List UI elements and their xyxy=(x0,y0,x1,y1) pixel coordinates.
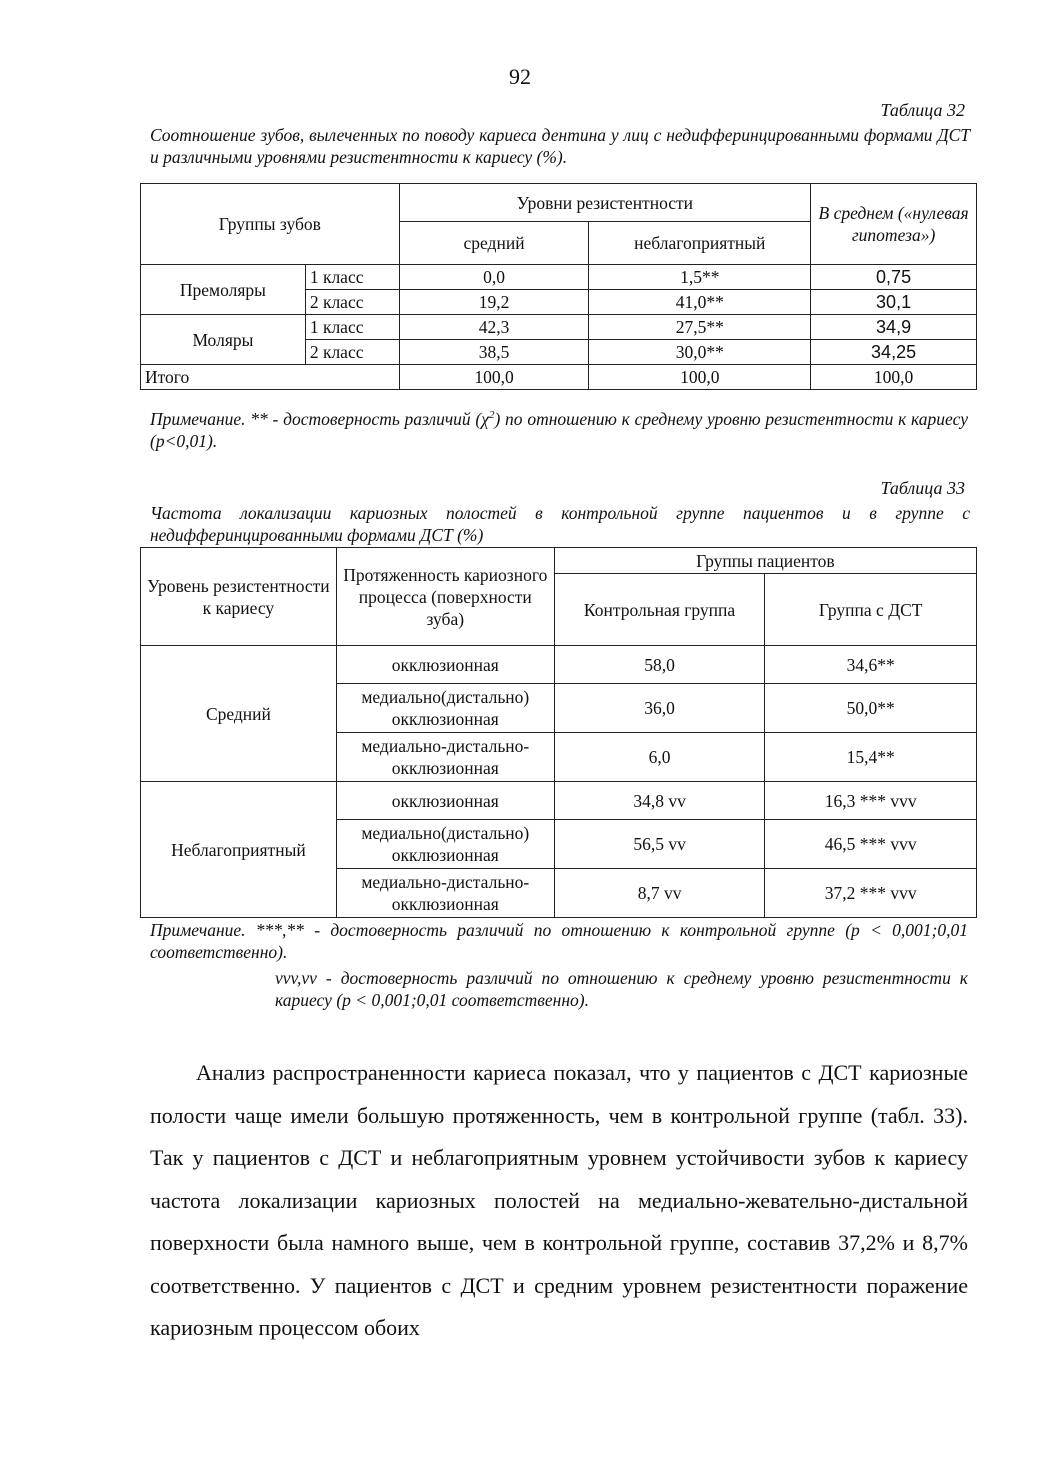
t33-extent: окклюзионная xyxy=(336,782,554,820)
t32-head-average: В среднем («нулевая гипотеза») xyxy=(811,184,977,265)
table33-note1: Примечание. ***,** - достоверность различий по отношению к контрольной группе (p < 0,001;0,01 соответственно). xyxy=(150,920,968,962)
t32-cell: 41,0** xyxy=(589,290,811,315)
t32-head-groups: Группы зубов xyxy=(141,184,400,265)
t33-cell: 15,4** xyxy=(765,733,977,782)
t32-cls: 1 класс xyxy=(305,315,399,340)
t33-cell: 50,0** xyxy=(765,684,977,733)
t32-head-levels: Уровни резистентности xyxy=(399,184,810,222)
body-paragraph: Анализ распространенности кариеса показал, что у пациентов с ДСТ кариозные полости чаще имели большую протяженность, чем в контрольной группе (табл. 33). Так у пациентов с ДСТ и неблагоприятным уровнем устойчивости зубов к кариесу частота локализации кариозных полостей на медиально-жевательно-дистальной поверхности была намного выше, чем в контрольной группе, составив 37,2% и 8,7% соответственно. У пациентов с ДСТ и средним уровнем резистентности поражение кариозным процессом обоих xyxy=(150,1060,968,1340)
table33-label: Таблица 33 xyxy=(880,478,965,498)
t33-level-unfavorable: Неблагоприятный xyxy=(141,782,337,918)
t32-note-sup: 2 xyxy=(488,409,495,421)
t32-cell: 38,5 xyxy=(399,340,589,365)
t33-cell: 6,0 xyxy=(554,733,765,782)
t32-group-premolars: Премоляры xyxy=(141,265,306,315)
t32-cell: 1,5** xyxy=(589,265,811,290)
t33-cell: 34,6** xyxy=(765,646,977,684)
t33-cell: 56,5 vv xyxy=(554,820,765,869)
table33-note2: vvv,vv - достоверность различий по отношению к среднему уровню резистентности к кариесу (p < 0,001;0,01 соответственно). xyxy=(275,968,968,1010)
t32-cls: 2 класс xyxy=(305,340,399,365)
t32-group-molars: Моляры xyxy=(141,315,306,365)
t32-note-suffix: ) по отношению к среднему уровню резистентности к кариесу (p<0,01). xyxy=(150,408,969,451)
t33-extent: медиально-дистально-окклюзионная xyxy=(336,869,554,918)
t33-head-groups: Группы пациентов xyxy=(554,548,976,574)
t33-head-dst: Группа с ДСТ xyxy=(765,574,977,646)
t32-cell: 0,0 xyxy=(399,265,589,290)
t33-cell: 46,5 *** vvv xyxy=(765,820,977,869)
table33-caption: Частота локализации кариозных полостей в контрольной группе пациентов и в группе с недифферинцированными формами ДСТ (%) xyxy=(150,503,970,545)
t33-cell: 58,0 xyxy=(554,646,765,684)
t33-extent: окклюзионная xyxy=(336,646,554,684)
t33-head-control: Контрольная группа xyxy=(554,574,765,646)
t33-cell: 16,3 *** vvv xyxy=(765,782,977,820)
table32-note xyxy=(150,404,968,452)
t33-extent: медиально-дистально-окклюзионная xyxy=(336,733,554,782)
t32-total-label: Итого xyxy=(141,365,400,390)
t32-cell: 34,9 xyxy=(811,315,977,340)
table32-label: Таблица 32 xyxy=(880,100,965,120)
t32-cell: 27,5** xyxy=(589,315,811,340)
t33-cell: 8,7 vv xyxy=(554,869,765,918)
t32-cell: 42,3 xyxy=(399,315,589,340)
t33-head-extent: Протяженность кариозного процесса (поверхности зуба) xyxy=(336,548,554,646)
page-number: 92 xyxy=(509,64,531,89)
t32-cell: 100,0 xyxy=(811,365,977,390)
t33-level-medium: Средний xyxy=(141,646,337,782)
t32-cell: 34,25 xyxy=(811,340,977,365)
t32-cell: 100,0 xyxy=(589,365,811,390)
t33-extent: медиально(дистально) окклюзионная xyxy=(336,820,554,869)
t32-head-mid: средний xyxy=(399,222,589,265)
t32-cell: 19,2 xyxy=(399,290,589,315)
t32-note-prefix: Примечание. ** - достоверность различий (χ xyxy=(150,408,489,429)
t32-cls: 1 класс xyxy=(305,265,399,290)
t33-cell: 37,2 *** vvv xyxy=(765,869,977,918)
table32-caption: Соотношение зубов, вылеченных по поводу кариеса дентина у лиц с недифферинцированными формами ДСТ и различными уровнями резистентности к кариесу (%). xyxy=(150,125,970,167)
t33-cell: 34,8 vv xyxy=(554,782,765,820)
t32-cell: 0,75 xyxy=(811,265,977,290)
t32-cell: 30,1 xyxy=(811,290,977,315)
t32-cls: 2 класс xyxy=(305,290,399,315)
t33-cell: 36,0 xyxy=(554,684,765,733)
table32 xyxy=(140,183,977,390)
t32-cell: 30,0** xyxy=(589,340,811,365)
t33-head-level: Уровень резистентности к кариесу xyxy=(141,548,337,646)
t33-extent: медиально(дистально) окклюзионная xyxy=(336,684,554,733)
t32-cell: 100,0 xyxy=(399,365,589,390)
t32-head-unfav: неблагоприятный xyxy=(589,222,811,265)
table33 xyxy=(140,547,977,918)
